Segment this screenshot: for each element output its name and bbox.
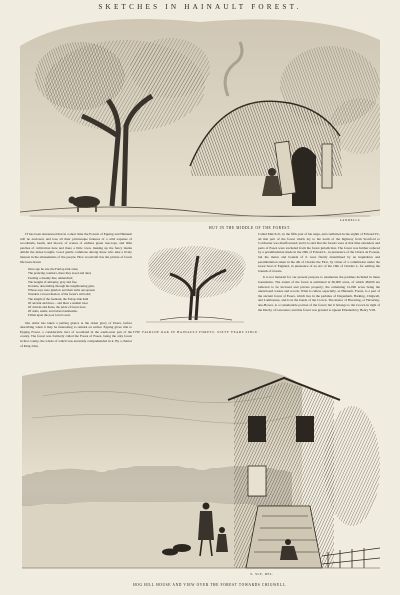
article-paragraph: IT has been announced that in a short time the Forests of Epping and Hainault will be enclosed, and lose all their picturesque features of a wild expanse of woodlands, heath, and moors; of scenes of endless green tree-tops, and little patches of cultivation here and there a little town, making up the fancy marks amidst the dense boughs. Good gentle commons among these who take a lively interest in the amusements of the people. How woodcraft has the picture of forest life been drawn (20, 232, 132, 264)
verse-line: The prancing courtiers, there they stood and died, (28, 271, 92, 276)
view-engraver-credit: S. SLY, DEL. (250, 572, 274, 576)
verse-line: In name, descending through the neighbouring glen, (28, 283, 95, 288)
article-paragraph: Called Match 21, in the fifth year of his reign, and confirmed in the eighth of Edward IV., all that part of the forest which lay to the north of the highway from Stortford to Colchester was disafforested; and it is said that the forests were at that time extended, and parts of Essex were excluded from the forest jurisdiction. The forest was further reduced by a perambulation made in the 29th of Edward I., in pursuance of the Charta de Foresta, but the metes and bounds of it were finally determined by an inquisition and perambulation taken in the 4th of Charles the First, by virtue of a commission under the Great Seal of England, in pursuance of an Act of the 16th of Charles I., for settling the bounds of forests. (258, 232, 380, 273)
hut-engraving (20, 16, 380, 224)
hog-hill-engraving (22, 356, 380, 578)
hog-hill-caption: HOG HILL HOUSE AND VIEW OVER THE FOREST TOWARDS CHIGWELL. (133, 583, 287, 587)
masthead: SKETCHES IN HAINAULT FOREST. (98, 3, 302, 11)
hut-engraver-credit: LANDELLS (339, 218, 361, 222)
poem-verse (28, 267, 132, 317)
oak-caption: THE FAIRLOP OAK IN HAINAULT FOREST, SIXTY YEARS SINCE. (132, 330, 260, 334)
verse-line: Whose tops were gnarled, and their arms out-spread, (28, 288, 96, 293)
article-left-column (20, 232, 132, 352)
article-paragraph: It is not material for our present purpose to enumerate the parishes included in these boundaries. The extent of the forest is estimated at 60,000 acres, of which 48,000 are believed to be inclosed and private property; the remaining 12,000 acres being the unenclosed wastes and woods. What is called, especially, as Hainault, Forest, is a part of the ancient forest of Essex, which lies in the parishes of Dagenham, Barking, Chigwell, and Lambourne, and is in the hands of the Crown. The manor of Havering, or Havering-atte-Bower, is a considerable portion of the forest; but it belongs to the Crown in right of the Duchy of Lancaster; and this forest was granted to Queen Elizabeth by Henry VIII. (258, 275, 380, 312)
oak-engraving (140, 236, 250, 328)
verse-line: Wonders a broad shadow of the forest's wild end; (28, 292, 91, 297)
verse-line: Once ago he saw the Fairlop Oak arise; (28, 267, 79, 272)
verse-line: Feeding a dreamy line, unmatched; (28, 275, 73, 280)
verse-line: Of ancient and mast -- and there a sudden trace (28, 300, 89, 305)
article-paragraph: Our Artist has taken a parting glance at the olden glory of Essex, before describing when it may be interesting to remark on earlier. Epping gives title to Epping Forest, a considerable tract of woodland in the south-west part of the county. The forest was formerly called the Forest of Essex, being the only forest in that county, the whole of which was anciently comprehended in it. By a charter of King John, (20, 320, 132, 348)
article-right-column (258, 232, 380, 342)
verse-line: The length of the fountain, the Fairop Oak hath (28, 296, 89, 301)
hut-caption: HUT IN THE MIDDLE OF THE FOREST. (208, 226, 292, 230)
verse-line: Of drivens and holes, the pride of forest trees (28, 304, 86, 309)
verse-line: The boughs of antiquity, gray and free (28, 279, 77, 284)
verse-line: Fallen upon the poor lover's soul. (28, 313, 71, 318)
verse-line: Of arms, stems, and twisted sunbeams, (28, 309, 78, 314)
